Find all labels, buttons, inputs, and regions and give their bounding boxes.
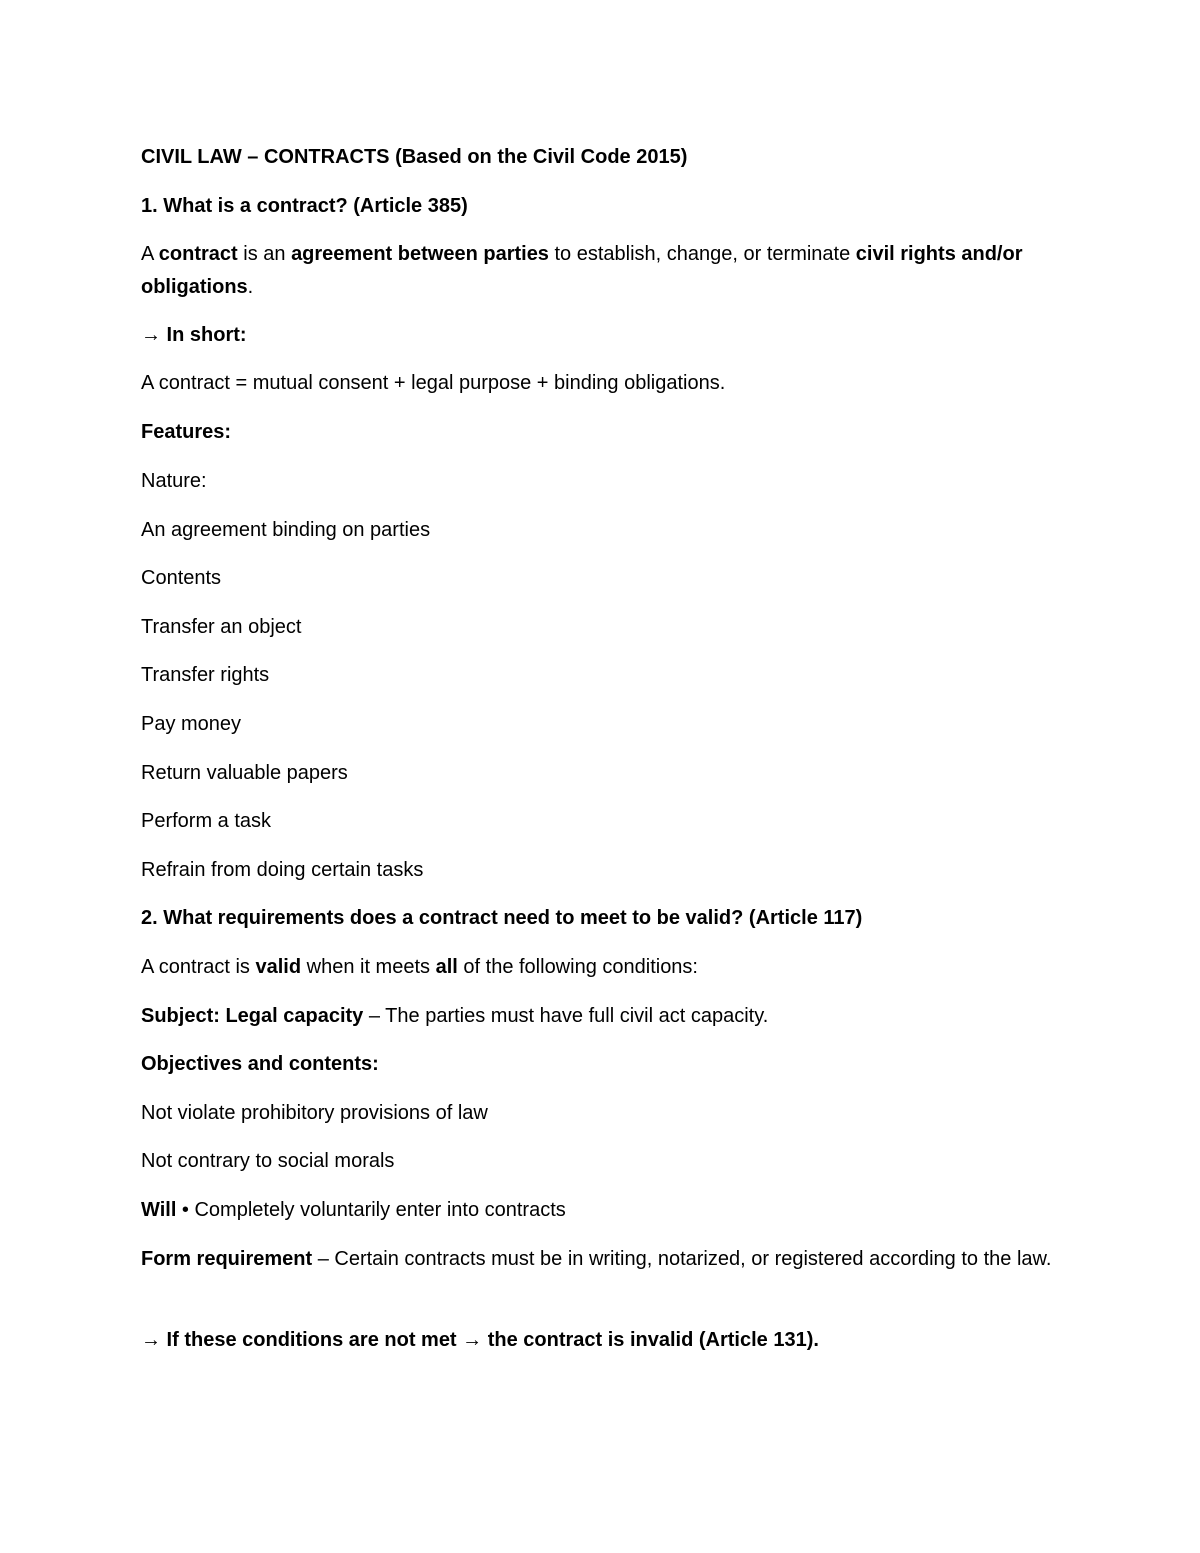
contents-item: Transfer an object <box>141 616 302 638</box>
document-title: CIVIL LAW – CONTRACTS (Based on the Civil Code 2015) <box>141 146 688 168</box>
will-text: • Completely voluntarily enter into contracts <box>176 1199 566 1221</box>
contents-item: Perform a task <box>141 810 272 832</box>
will-label: Will <box>141 1199 177 1221</box>
valid-intro-bold-all: all <box>435 956 458 978</box>
subject-label: Subject: Legal capacity <box>141 1005 364 1027</box>
conclusion: → If these conditions are not met → the contract is invalid (Article 131). <box>141 1329 819 1351</box>
contents-item: Return valuable papers <box>141 762 348 784</box>
valid-intro-bold-valid: valid <box>255 956 302 978</box>
subject-text: – The parties must have full civil act capacity. <box>363 1005 769 1027</box>
definition-text-2: is an <box>237 243 292 265</box>
contents-item: Transfer rights <box>141 664 270 686</box>
contents-label: Contents <box>141 567 222 589</box>
contents-item: Pay money <box>141 713 242 735</box>
definition-bold-contract: contract <box>158 243 238 265</box>
definition-bold-rights: civil rights and/or obligations <box>141 243 1023 298</box>
question-1-heading: 1. What is a contract? (Article 385) <box>141 195 468 217</box>
form-requirement <box>141 1243 1061 1276</box>
objectives-item: Not contrary to social morals <box>141 1150 395 1172</box>
question-2-heading: 2. What requirements does a contract need to meet to be valid? (Article 117) <box>141 907 863 929</box>
definition-text-4: . <box>247 276 254 298</box>
form-label: Form requirement <box>141 1248 313 1270</box>
contract-definition <box>141 238 1061 304</box>
valid-intro-text-3: of the following conditions: <box>457 956 698 978</box>
definition-text-1: A <box>141 243 159 265</box>
nature-label: Nature: <box>141 470 207 492</box>
valid-intro-text-2: when it meets <box>301 956 436 978</box>
valid-intro <box>141 951 1061 984</box>
objectives-item: Not violate prohibitory provisions of law <box>141 1102 488 1124</box>
will-requirement <box>141 1194 1061 1227</box>
form-text: – Certain contracts must be in writing, notarized, or registered according to the law. <box>312 1248 1052 1270</box>
features-label: Features: <box>141 421 232 443</box>
valid-intro-text-1: A contract is <box>141 956 256 978</box>
definition-text-3: to establish, change, or terminate <box>548 243 856 265</box>
definition-bold-agreement: agreement between parties <box>291 243 549 265</box>
contents-item: Refrain from doing certain tasks <box>141 859 424 881</box>
in-short-label: → In short: <box>141 324 247 346</box>
in-short-text: A contract = mutual consent + legal purpose + binding obligations. <box>141 372 726 394</box>
nature-text: An agreement binding on parties <box>141 519 431 541</box>
subject-requirement <box>141 1000 1061 1033</box>
objectives-label: Objectives and contents: <box>141 1053 379 1075</box>
